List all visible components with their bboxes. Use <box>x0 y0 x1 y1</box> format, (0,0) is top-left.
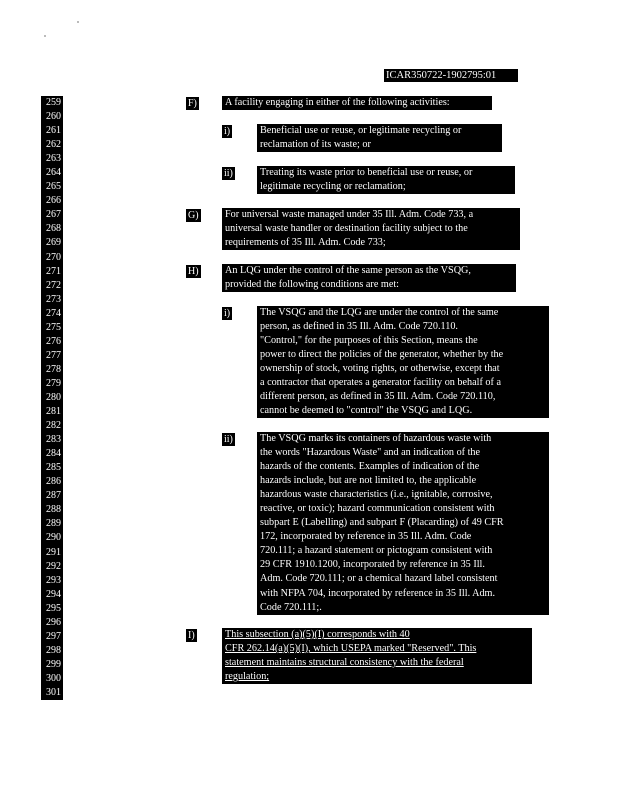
item-h-text <box>222 264 516 292</box>
text-line: This subsection (a)(5)(I) corresponds with 40 <box>225 629 410 640</box>
scan-speck <box>77 21 79 23</box>
line-number: 279 <box>46 377 61 389</box>
line-number: 296 <box>46 616 61 628</box>
line-number: 275 <box>46 321 61 333</box>
line-number: 259 <box>46 97 61 108</box>
line-number: 284 <box>46 448 61 460</box>
item-h-i-text <box>257 306 549 418</box>
text-line: 720.111; a hazard statement or pictogram consistent with <box>260 545 493 557</box>
line-number: 281 <box>46 406 61 418</box>
item-label-i: I) <box>188 630 195 641</box>
line-number: 282 <box>46 420 61 432</box>
line-number: 301 <box>46 686 61 698</box>
text-line: ownership of stock, voting rights, or otherwise, except that <box>260 363 500 375</box>
text-line: hazards include, but are not limited to, the applicable <box>260 475 477 487</box>
text-line: Treating its waste prior to beneficial use or reuse, or <box>260 167 473 178</box>
item-label-f: F) <box>188 98 197 109</box>
text-line: cannot be deemed to "control" the VSQG and LQG. <box>260 405 473 417</box>
line-number: 261 <box>46 125 61 137</box>
line-number: 263 <box>46 153 61 165</box>
item-label-f-ii: ii) <box>224 168 233 179</box>
text-line: regulation; <box>225 671 270 683</box>
line-number: 280 <box>46 391 61 403</box>
text-line: the words "Hazardous Waste" and an indication of the <box>260 447 481 459</box>
text-line: a contractor that operates a generator facility on behalf of a <box>260 377 501 389</box>
text-line: For universal waste managed under 35 Ill. Adm. Code 733, a <box>225 209 474 220</box>
item-f-text <box>222 96 492 110</box>
line-number: 285 <box>46 462 61 474</box>
item-label-g: G) <box>188 210 199 221</box>
text-line: power to direct the policies of the generator, whether by the <box>260 349 504 361</box>
line-number: 300 <box>46 672 61 684</box>
line-number: 262 <box>46 139 61 151</box>
line-number: 295 <box>46 602 61 614</box>
text-line: A facility engaging in either of the following activities: <box>225 97 450 108</box>
text-line: Beneficial use or reuse, or legitimate recycling or <box>260 125 462 136</box>
line-number: 290 <box>46 532 61 544</box>
text-line: requirements of 35 Ill. Adm. Code 733; <box>225 237 386 249</box>
document-id: ICAR350722-1902795:01 <box>384 69 518 82</box>
line-number: 270 <box>46 251 61 263</box>
text-line: Adm. Code 720.111; or a chemical hazard label consistent <box>260 573 498 585</box>
line-number: 268 <box>46 223 61 235</box>
line-number: 271 <box>46 265 61 277</box>
text-line: Code 720.111;. <box>260 601 322 613</box>
item-label-h-ii: ii) <box>224 434 233 445</box>
item-g-text <box>222 208 520 250</box>
text-line: reclamation of its waste; or <box>260 139 371 151</box>
text-line: different person, as defined in 35 Ill. Adm. Code 720.110, <box>260 391 496 403</box>
line-number: 293 <box>46 574 61 586</box>
text-line: legitimate recycling or reclamation; <box>260 181 406 193</box>
text-line: person, as defined in 35 Ill. Adm. Code 720.110. <box>260 321 458 333</box>
line-number: 273 <box>46 293 61 305</box>
scan-speck <box>44 35 46 37</box>
text-line: with NFPA 704, incorporated by reference in 35 Ill. Adm. <box>260 587 496 599</box>
text-line: hazards of the contents. Examples of indication of the <box>260 461 480 473</box>
line-numbers <box>41 96 63 700</box>
item-f-i-text <box>257 124 502 152</box>
text-line: The VSQG marks its containers of hazardous waste with <box>260 433 492 444</box>
text-line: provided the following conditions are met: <box>225 279 399 291</box>
item-label-f-i: i) <box>224 126 231 137</box>
text-line: 29 CFR 1910.1200, incorporated by reference in 35 Ill. <box>260 559 485 571</box>
text-line: universal waste handler or destination facility subject to the <box>225 223 468 235</box>
line-number: 266 <box>46 195 61 207</box>
item-f-ii-text <box>257 166 515 194</box>
line-number: 272 <box>46 279 61 291</box>
item-i-text <box>222 628 532 684</box>
line-number: 289 <box>46 518 61 530</box>
line-number: 299 <box>46 658 61 670</box>
text-line: The VSQG and the LQG are under the control of the same <box>260 307 499 318</box>
line-number: 292 <box>46 560 61 572</box>
line-number: 260 <box>46 111 61 123</box>
text-line: An LQG under the control of the same person as the VSQG, <box>225 265 471 276</box>
line-number: 278 <box>46 363 61 375</box>
item-label-h-i: i) <box>224 308 231 319</box>
text-line: statement maintains structural consistency with the federal <box>225 657 464 669</box>
text-line: hazardous waste characteristics (i.e., ignitable, corrosive, <box>260 489 493 501</box>
text-line: 172, incorporated by reference in 35 Ill. Adm. Code <box>260 531 472 543</box>
line-number: 294 <box>46 588 61 600</box>
line-number: 297 <box>46 630 61 642</box>
line-number: 288 <box>46 504 61 516</box>
line-number: 283 <box>46 434 61 446</box>
line-number: 276 <box>46 335 61 347</box>
line-number: 264 <box>46 167 61 179</box>
text-line: CFR 262.14(a)(5)(I), which USEPA marked "Reserved". This <box>225 643 477 655</box>
text-line: subpart E (Labelling) and subpart F (Placarding) of 49 CFR <box>260 517 504 529</box>
line-number: 287 <box>46 490 61 502</box>
item-h-ii-text <box>257 432 549 615</box>
line-number: 274 <box>46 307 61 319</box>
line-number: 286 <box>46 476 61 488</box>
line-number: 291 <box>46 546 61 558</box>
line-number: 265 <box>46 181 61 193</box>
item-label-h: H) <box>188 266 199 277</box>
line-number: 267 <box>46 209 61 221</box>
line-number: 269 <box>46 237 61 249</box>
line-number: 277 <box>46 349 61 361</box>
line-number: 298 <box>46 644 61 656</box>
text-line: reactive, or toxic); hazard communication consistent with <box>260 503 495 515</box>
text-line: "Control," for the purposes of this Section, means the <box>260 335 478 347</box>
